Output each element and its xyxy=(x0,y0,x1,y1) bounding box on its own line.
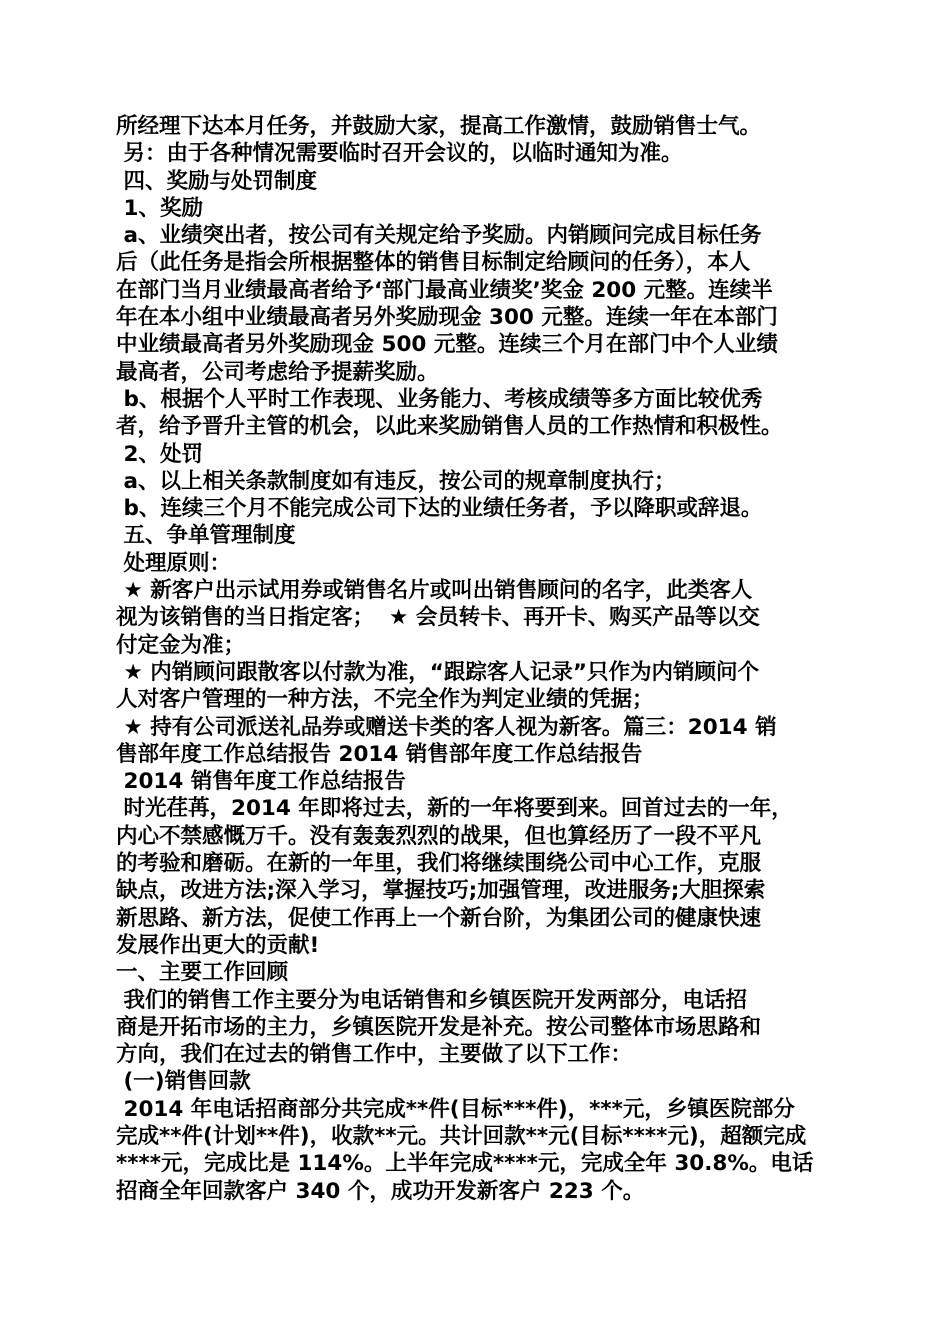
text-line: ★ 新客户出示试用券或销售名片或叫出销售顾问的名字，此类客人 xyxy=(116,578,753,604)
text-line: ****元，完成比是 114%。上半年完成****元，完成全年 30.8%。电话 xyxy=(116,1151,814,1177)
text-line: 发展作出更大的贡献! xyxy=(116,932,320,958)
subsection-heading: 1、奖励 xyxy=(116,195,203,221)
text-line: 的考验和磨砺。在新的一年里，我们将继续围绕公司中心工作，克服 xyxy=(116,851,762,877)
document-body xyxy=(116,113,844,1205)
text-line: 缺点，改进方法;深入学习，掌握技巧;加强管理，改进服务;大胆探索 xyxy=(116,878,766,904)
text-line: 者，给予晋升主管的机会，以此来奖励销售人员的工作热情和积极性。 xyxy=(116,414,783,440)
text-line: b、根据个人平时工作表现、业务能力、考核成绩等多方面比较优秀 xyxy=(116,386,763,412)
text-line: 视为该销售的当日指定客； ★ 会员转卡、再开卡、购买产品等以交 xyxy=(116,605,760,631)
text-line: 内心不禁感慨万千。没有轰轰烈烈的战果，但也算经历了一段不平凡 xyxy=(116,823,762,849)
text-line: 在部门当月业绩最高者给予‘部门最高业绩奖’奖金 200 元整。连续半 xyxy=(116,277,773,303)
text-line: 所经理下达本月任务，并鼓励大家，提高工作激情，鼓励销售士气。 xyxy=(116,114,762,139)
text-line: b、连续三个月不能完成公司下达的业绩任务者，予以降职或辞退。 xyxy=(116,496,763,522)
text-line: a、业绩突出者，按公司有关规定给予奖励。内销顾问完成目标任务 xyxy=(116,223,762,249)
text-line: ★ 持有公司派送礼品券或赠送卡类的客人视为新客。篇三：2014 销 xyxy=(116,714,777,740)
subsection-heading: 2、处罚 xyxy=(116,441,203,467)
text-line: 最高者，公司考虑给予提薪奖励。 xyxy=(116,359,439,385)
text-line: 新思路、新方法，促使工作再上一个新台阶，为集团公司的健康快速 xyxy=(116,905,762,931)
text-line: a、以上相关条款制度如有违反，按公司的规章制度执行； xyxy=(116,468,676,494)
text-line: 付定金为准； xyxy=(116,632,246,658)
text-line: 我们的销售工作主要分为电话销售和乡镇医院开发两部分，电话招 xyxy=(116,987,747,1013)
text-line: 招商全年回款客户 340 个，成功开发新客户 223 个。 xyxy=(116,1178,645,1204)
section-heading: 五、争单管理制度 xyxy=(116,523,296,549)
text-line: 另：由于各种情况需要临时召开会议的，以临时通知为准。 xyxy=(116,141,683,167)
text-line: 时光荏苒，2014 年即将过去，新的一年将要到来。回首过去的一年， xyxy=(116,796,793,822)
text-line: 年在本小组中业绩最高者另外奖励现金 300 元整。连续一年在本部门 xyxy=(116,305,778,331)
section-heading: 一、主要工作回顾 xyxy=(116,960,289,986)
text-line: 商是开拓市场的主力，乡镇医院开发是补充。按公司整体市场思路和 xyxy=(116,1014,762,1040)
text-line: 人对客户管理的一种方法，不完全作为判定业绩的凭据； xyxy=(116,687,654,713)
report-title: 2014 销售年度工作总结报告 xyxy=(116,769,406,795)
section-heading: 四、奖励与处罚制度 xyxy=(116,168,317,194)
text-line: 后（此任务是指会所根据整体的销售目标制定给顾问的任务），本人 xyxy=(116,250,751,276)
subsection-heading: (一)销售回款 xyxy=(116,1069,251,1095)
text-line: 中业绩最高者另外奖励现金 500 元整。连续三个月在部门中个人业绩 xyxy=(116,332,778,358)
text-line: 处理原则： xyxy=(116,550,231,576)
text-line: ★ 内销顾问跟散客以付款为准，“跟踪客人记录”只作为内销顾问个 xyxy=(116,659,760,685)
text-line: 方向，我们在过去的销售工作中，主要做了以下工作： xyxy=(116,1042,633,1068)
text-line: 完成**件(计划**件)，收款**元。共计回款**元(目标****元)，超额完成 xyxy=(116,1123,807,1149)
text-line: 售部年度工作总结报告 2014 销售部年度工作总结报告 xyxy=(116,741,643,767)
text-line: 2014 年电话招商部分共完成**件(目标***件)，***元，乡镇医院部分 xyxy=(116,1096,795,1122)
